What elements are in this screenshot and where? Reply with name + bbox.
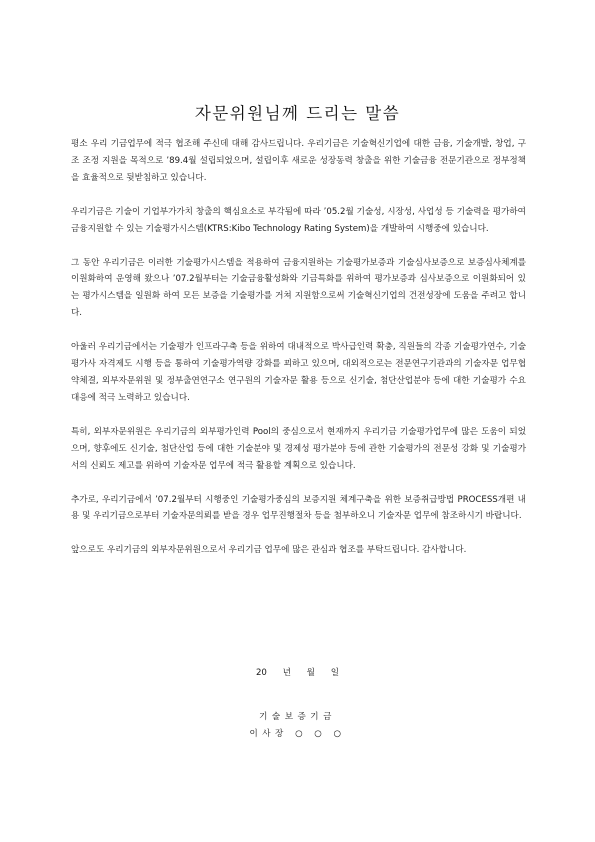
paragraph-infrastructure: 아울러 우리기금에서는 기술평가 인프라구축 등을 위하여 대내적으로 박사급인력 확충, 직원들의 각종 기술평가연수, 기술평가사 자격제도 시행 등을 통하여 기술평가역량 강화를 꾀하고 있으며, 대외적으로는 전문연구기관과의 기술자문 업무협약체결, 외부자문위원 및 정부출연연구소 연구원의 기술자문 활용 등으로 신기술, 첨단산업분야 등에 대한 기술평가 수요대응에 적극 노력하고 있습니다. [71,342,526,403]
paragraph-guarantee-integration: 그 동안 우리기금은 이러한 기술평가시스템을 적용하여 금융지원하는 기술평가보증과 기술심사보증으로 보증심사체계를 이원화하여 운영해 왔으나 ’07.2월부터는 기술금융활성화와 기금특화를 위하여 평가보증과 심사보증으로 이원화되어 있는 평가시스템을 일원화 하여 모든 보증을 기술평가를 거쳐 지원함으로써 기술혁신기업의 건전성장에 도움을 주려고 합니다. [71,257,526,319]
paragraph-greeting-and-intro: 평소 우리 기금업무에 적극 협조해 주신데 대해 감사드립니다. 우리기금은 기술혁신기업에 대한 금융, 기술개발, 창업, 구조 조정 지원을 목적으로 ’89.4월 설립되었으며, 설립이후 새로운 성장동력 창출을 위한 기술금융 전문기관으로 정부정책을 효율적으로 뒷받침하고 있습니다. [71,139,526,183]
signer-line: 이사장 ○ ○ ○ [249,729,346,739]
paragraph-closing: 앞으로도 우리기금의 외부자문위원으로서 우리기금 업무에 많은 관심과 협조를 부탁드립니다. 감사합니다. [71,545,467,556]
letter-body [71,136,526,576]
organization-name: 기술보증기금 [259,712,336,722]
date-line: 20 년 월 일 [255,668,340,678]
letter-title: 자문위원님께 드리는 말씀 [194,104,401,123]
paragraph-attachments: 추가로, 우리기금에서 ’07.2월부터 시행중인 기술평가중심의 보증지원 체계구축을 위한 보증취급방법 PROCESS개편 내용 및 우리기금으로부터 기술자문의뢰를 받을 경우 업무진행절차 등을 첨부하오니 기술자문 업무에 참조하시기 바랍니다. [71,494,526,522]
paragraph-external-advisors: 특히, 외부자문위원은 우리기금의 외부평가인력 Pool의 중심으로서 현재까지 우리기금 기술평가업무에 많은 도움이 되었으며, 향후에도 신기술, 첨단산업 등에 대한 기술분야 및 경제성 평가분야 등에 관한 기술평가의 전문성 강화 및 기술평가서의 신뢰도 제고를 위하여 기술자문 업무에 적극 활용할 계획으로 있습니다. [71,426,526,471]
paragraph-ktrs-system: 우리기금은 기술이 기업부가가치 창출의 핵심요소로 부각됨에 따라 ’05.2월 기술성, 시장성, 사업성 등 기술력을 평가하여 금융지원할 수 있는 기술평가시스템(KTRS:Kibo Technology Rating System)을 개발하여 시행중에 있습니다. [71,206,526,234]
